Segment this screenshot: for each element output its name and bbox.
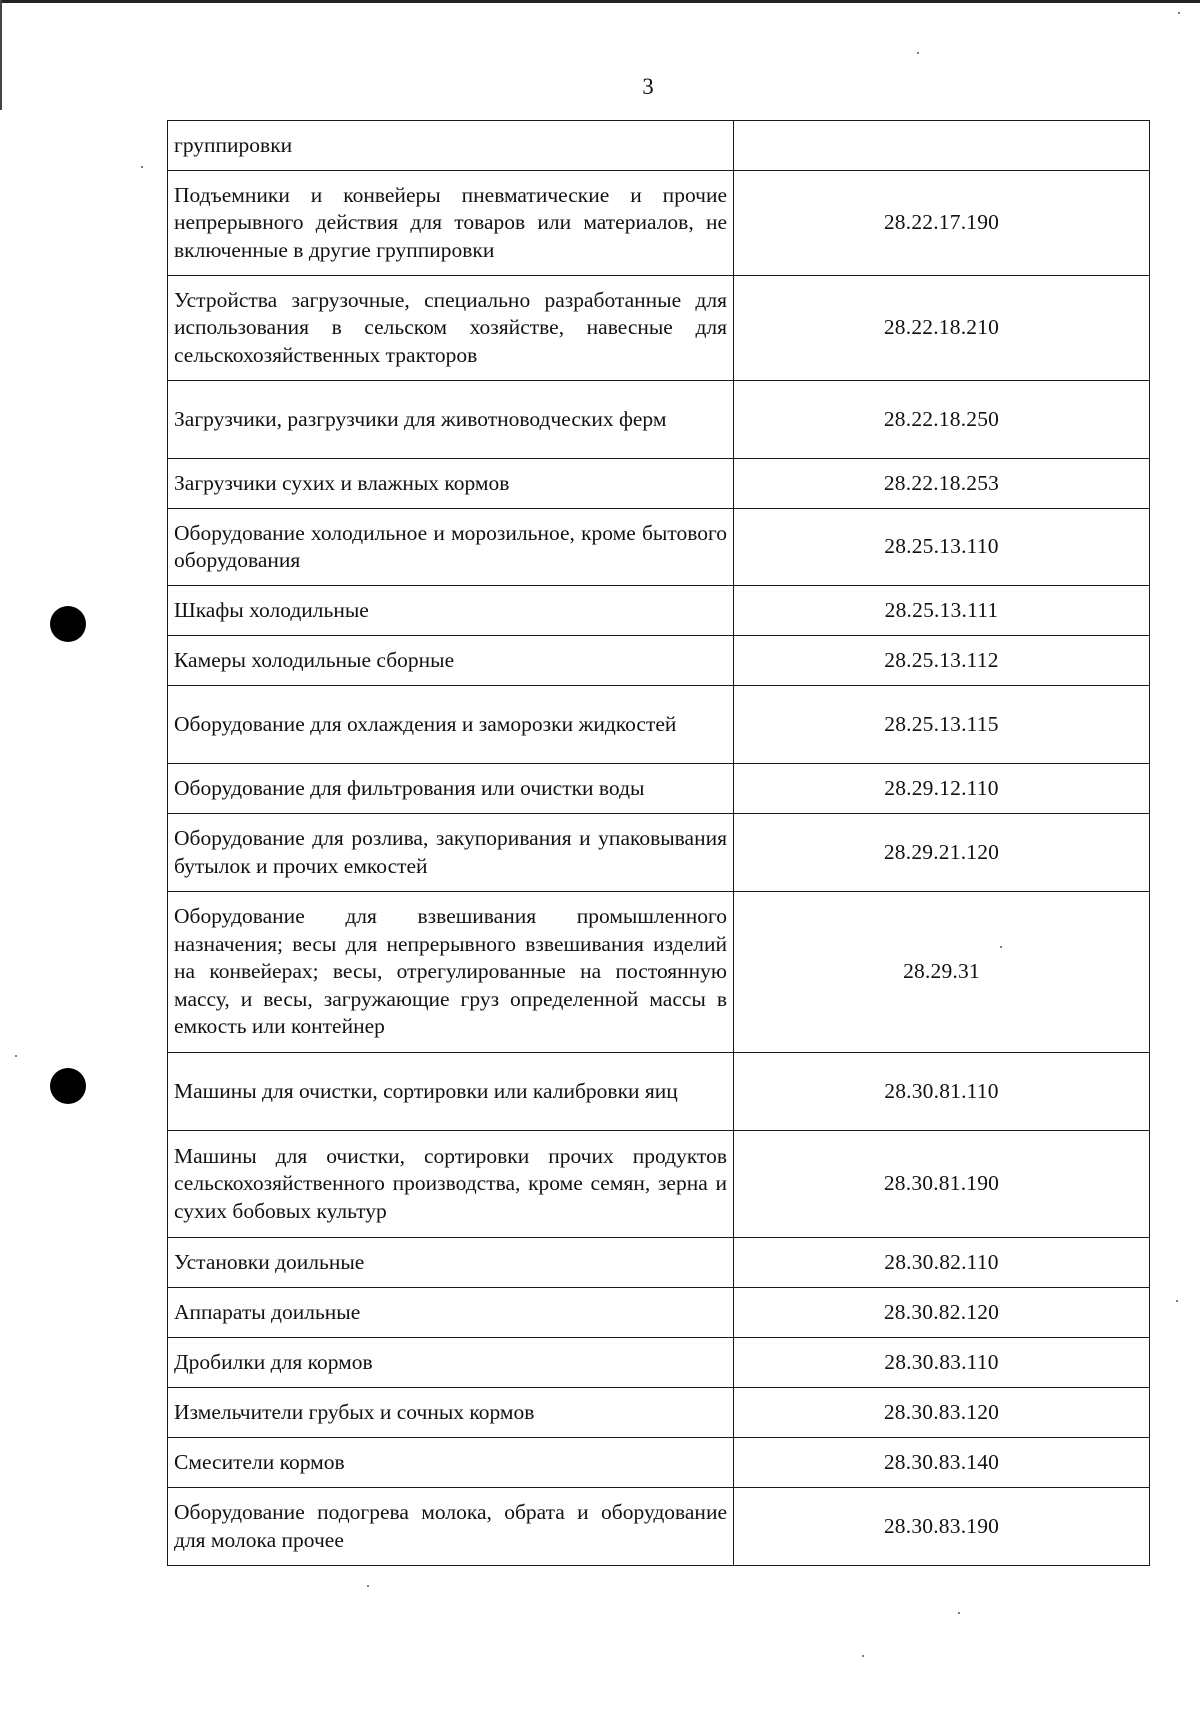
scan-speck [1178,12,1180,14]
row-code: 28.30.83.120 [734,1388,1150,1438]
punch-hole-lower [50,1068,86,1104]
table-row [168,586,1150,636]
row-code: 28.25.13.110 [734,509,1150,586]
row-code: 28.30.82.120 [734,1288,1150,1338]
row-description: группировки [168,121,734,171]
row-description: Смесители кормов [168,1438,734,1488]
scan-speck [141,166,143,168]
table-row [168,381,1150,459]
row-description: Оборудование для взвешивания промышленного назначения; весы для непрерывного взвешивания изделий на конвейерах; весы, отрегулированные на постоянную массу, и весы, загружающие груз определенной массы в емкость или контейнер [168,892,734,1053]
scan-speck [1176,1300,1178,1302]
row-code: 28.29.21.120 [734,814,1150,892]
row-description: Подъемники и конвейеры пневматические и прочие непрерывного действия для товаров или материалов, не включенные в другие группировки [168,171,734,276]
row-code: 28.30.83.140 [734,1438,1150,1488]
row-code: 28.22.18.253 [734,459,1150,509]
row-description: Шкафы холодильные [168,586,734,636]
table-row [168,121,1150,171]
scan-speck [917,52,919,54]
page-number: 3 [642,74,654,99]
table-row [168,686,1150,764]
row-code: 28.29.31 [734,892,1150,1053]
row-code: 28.22.18.210 [734,276,1150,381]
row-description: Оборудование подогрева молока, обрата и оборудование для молока прочее [168,1488,734,1566]
table-row [168,1131,1150,1238]
table-row [168,276,1150,381]
row-code: 28.30.81.110 [734,1053,1150,1131]
table-row [168,171,1150,276]
row-code [734,121,1150,171]
row-description: Машины для очистки, сортировки прочих продуктов сельскохозяйственного производства, кроме семян, зерна и сухих бобовых культур [168,1131,734,1238]
table-row [168,892,1150,1053]
row-code: 28.30.83.110 [734,1338,1150,1388]
scan-speck [862,1655,864,1657]
table-row [168,1388,1150,1438]
row-code: 28.22.17.190 [734,171,1150,276]
row-code: 28.25.13.112 [734,636,1150,686]
table-row [168,1438,1150,1488]
row-description: Измельчители грубых и сочных кормов [168,1388,734,1438]
row-description: Загрузчики сухих и влажных кормов [168,459,734,509]
row-description: Установки доильные [168,1238,734,1288]
row-code: 28.30.82.110 [734,1238,1150,1288]
scan-speck [958,1612,960,1614]
row-code: 28.30.81.190 [734,1131,1150,1238]
row-code: 28.25.13.115 [734,686,1150,764]
row-description: Машины для очистки, сортировки или калибровки яиц [168,1053,734,1131]
row-code: 28.25.13.111 [734,586,1150,636]
table-row [168,764,1150,814]
row-description: Оборудование для охлаждения и заморозки жидкостей [168,686,734,764]
row-code: 28.30.83.190 [734,1488,1150,1566]
table-row [168,1338,1150,1388]
punch-hole-upper [50,606,86,642]
table-row [168,1238,1150,1288]
table-row [168,1053,1150,1131]
table-row [168,1288,1150,1338]
table-row [168,509,1150,586]
scan-top-border [0,0,1200,3]
row-description: Аппараты доильные [168,1288,734,1338]
table-row [168,1488,1150,1566]
table-row [168,459,1150,509]
row-code: 28.22.18.250 [734,381,1150,459]
row-description: Загрузчики, разгрузчики для животноводческих ферм [168,381,734,459]
scan-speck [367,1585,369,1587]
row-description: Дробилки для кормов [168,1338,734,1388]
row-description: Оборудование для розлива, закупоривания и упаковывания бутылок и прочих емкостей [168,814,734,892]
row-description: Оборудование холодильное и морозильное, кроме бытового оборудования [168,509,734,586]
scan-speck [15,1055,17,1057]
table-row [168,636,1150,686]
row-code: 28.29.12.110 [734,764,1150,814]
row-description: Оборудование для фильтрования или очистки воды [168,764,734,814]
okpd-code-table [167,120,1150,1566]
table-row [168,814,1150,892]
row-description: Устройства загрузочные, специально разработанные для использования в сельском хозяйстве, навесные для сельскохозяйственных тракторов [168,276,734,381]
row-description: Камеры холодильные сборные [168,636,734,686]
